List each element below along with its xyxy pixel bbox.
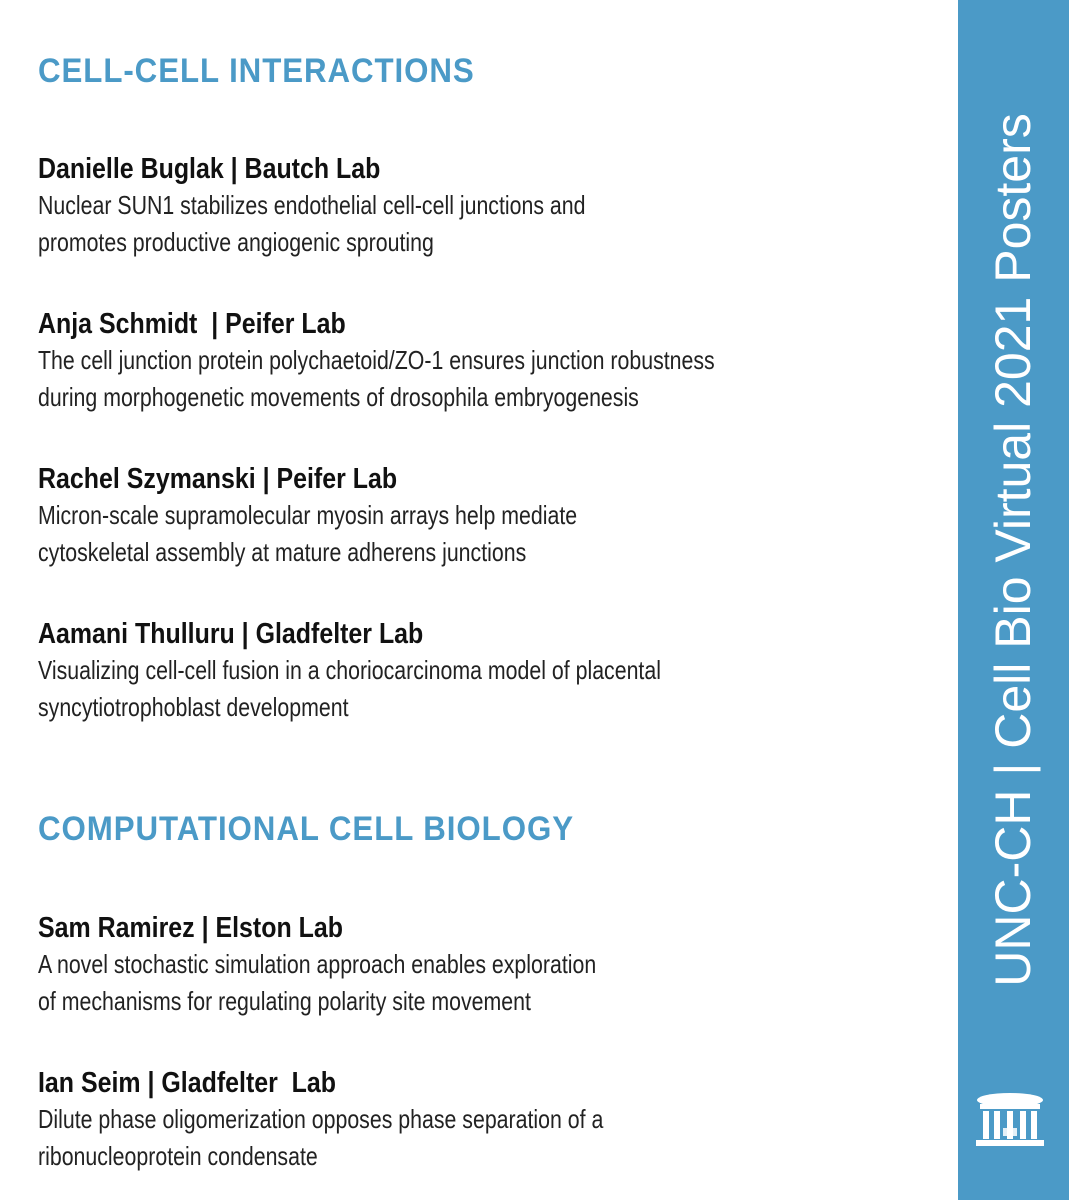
poster-title-line: of mechanisms for regulating polarity site movement xyxy=(38,986,531,1016)
poster-title-line: Micron-scale supramolecular myosin arrays help mediate xyxy=(38,500,578,530)
poster-title-line: ribonucleoprotein condensate xyxy=(38,1141,318,1171)
poster-title-line: during morphogenetic movements of drosophila embryogenesis xyxy=(38,382,639,412)
sidebar-banner xyxy=(958,0,1069,1200)
sidebar-title: UNC-CH | Cell Bio Virtual 2021 Posters xyxy=(985,113,1041,987)
poster-title-line: cytoskeletal assembly at mature adherens junctions xyxy=(38,537,527,567)
poster-title-line: promotes productive angiogenic sprouting xyxy=(38,227,434,257)
poster-entry xyxy=(38,306,918,416)
poster-title-line: Nuclear SUN1 stabilizes endothelial cell-cell junctions and xyxy=(38,190,586,220)
poster-title-line: The cell junction protein polychaetoid/ZO-1 ensures junction robustness xyxy=(38,345,715,375)
section-heading-computational-cell-biology: COMPUTATIONAL CELL BIOLOGY xyxy=(38,810,574,848)
poster-entry xyxy=(38,616,918,726)
presenter-lab: Aamani Thulluru | Gladfelter Lab xyxy=(38,618,424,650)
section-heading-cell-cell-interactions: CELL-CELL INTERACTIONS xyxy=(38,52,475,90)
poster-entry xyxy=(38,910,918,1020)
poster-title-line: Visualizing cell-cell fusion in a choriocarcinoma model of placental xyxy=(38,655,661,685)
poster-entry xyxy=(38,151,918,261)
poster-entry xyxy=(38,1065,918,1175)
presenter-lab: Anja Schmidt | Peifer Lab xyxy=(38,308,346,340)
presenter-lab: Danielle Buglak | Bautch Lab xyxy=(38,153,381,185)
presenter-lab: Ian Seim | Gladfelter Lab xyxy=(38,1067,337,1099)
old-well-logo-icon xyxy=(970,1090,1050,1150)
poster-title-line: A novel stochastic simulation approach enables exploration xyxy=(38,949,597,979)
presenter-lab: Sam Ramirez | Elston Lab xyxy=(38,912,343,944)
poster-entry xyxy=(38,461,918,571)
poster-title-line: Dilute phase oligomerization opposes phase separation of a xyxy=(38,1104,604,1134)
poster-title-line: syncytiotrophoblast development xyxy=(38,692,349,722)
presenter-lab: Rachel Szymanski | Peifer Lab xyxy=(38,463,398,495)
